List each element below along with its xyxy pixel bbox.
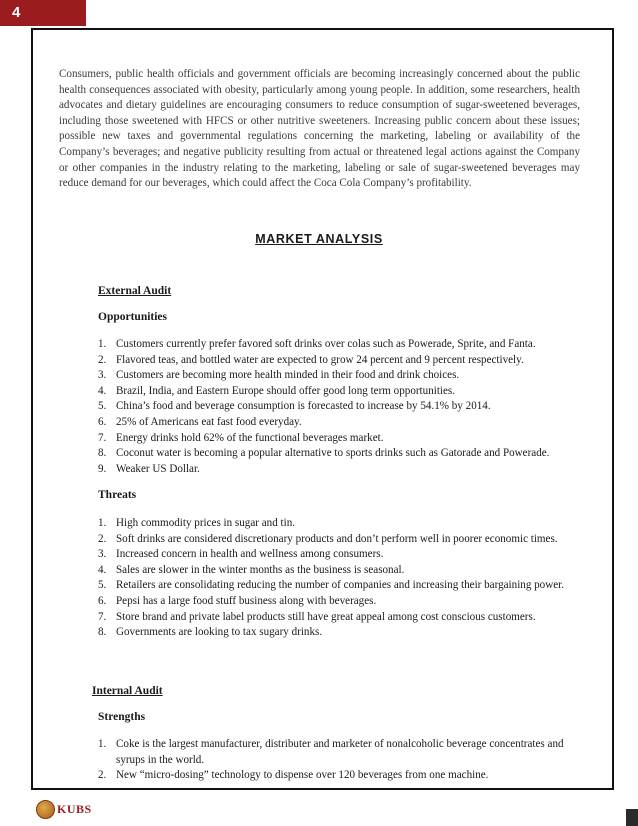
list-item-number: 4. [98,384,107,397]
list-item-number: 9. [98,462,107,475]
list-item-number: 2. [98,532,107,545]
list-item-number: 3. [98,548,107,561]
section-title: MARKET ANALYSIS [255,232,383,246]
list-item [98,532,580,548]
list-item-text: Increased concern in health and wellness among consumers. [116,548,384,561]
list-item [98,384,580,400]
list-item [98,446,580,462]
list-item [98,610,580,626]
list-item-text: 25% of Americans eat fast food everyday. [116,415,302,428]
list-item-text: Energy drinks hold 62% of the functional beverages market. [116,431,384,444]
threats-list [98,516,580,641]
list-item [98,399,580,415]
list-item [98,563,580,579]
page-number-tab [0,0,86,26]
page-corner-marker [626,809,638,826]
list-item-text: Flavored teas, and bottled water are expected to grow 24 percent and 9 percent respectively. [116,353,524,366]
threats-heading: Threats [98,489,137,501]
list-item-text: China’s food and beverage consumption is forecasted to increase by 54.1% by 2014. [116,400,491,413]
list-item-text: Customers are becoming more health minded in their food and drink choices. [116,369,460,382]
list-item [98,415,580,431]
kubs-emblem-icon [36,800,55,819]
list-item-number: 5. [98,579,107,592]
kubs-logo-text: KUBS [57,801,92,816]
list-item-text: New “micro-dosing” technology to dispense over 120 beverages from one machine. [116,769,489,782]
list-item-text: Coke is the largest manufacturer, distributer and marketer of nonalcoholic beverage concentrates and syrups in the world. [116,738,564,766]
list-item-number: 1. [98,517,107,529]
opportunities-list [98,337,580,477]
list-item [98,337,580,353]
list-item [98,594,580,610]
list-item-text: Soft drinks are considered discretionary products and don’t perform well in poorer economic times. [116,532,558,545]
list-item-number: 1. [98,338,107,350]
list-item-number: 1. [98,738,107,750]
list-item [98,431,580,447]
list-item [98,547,580,563]
list-item [98,516,580,532]
list-item [98,368,580,384]
list-item-number: 6. [98,415,107,428]
page-number: 4 [12,4,21,21]
list-item-text: Weaker US Dollar. [116,462,200,475]
list-item-text: Coconut water is becoming a popular alternative to sports drinks such as Gatorade and Powerade. [116,447,550,460]
list-item-text: Store brand and private label products still have great appeal among cost conscious customers. [116,610,536,623]
intro-paragraph: Consumers, public health officials and government officials are becoming increasingly concerned about the public health consequences associated with obesity, particularly among young people. In addition, some researchers, health advocates and dietary guidelines are encouraging consumers to reduce consumption of sugar-sweetened beverages, including those sweetened with HFCS or other nutritive sweeteners. Increasing public concern about these issues; possible new taxes and governmental regulations concerning the marketing, labeling or availability of the Company’s beverages; and negative publicity resulting from actual or threatened legal actions against the Company or other companies in the industry relating to the marketing, labeling or sale of sugar-sweetened beverages may reduce demand for our beverages, which could affect the Coca Cola Company’s profitability. [59,68,580,190]
strengths-heading: Strengths [98,711,146,723]
list-item-number: 2. [98,769,107,782]
list-item-number: 6. [98,594,107,607]
list-item [98,578,580,594]
list-item [98,353,580,369]
external-audit-heading: External Audit [98,285,172,297]
list-item-text: Governments are looking to tax sugary drinks. [116,626,323,639]
list-item-number: 4. [98,563,107,576]
list-item [98,462,580,478]
kubs-logo [36,800,92,818]
list-item-text: Pepsi has a large food stuff business along with beverages. [116,594,377,607]
internal-audit-heading: Internal Audit [92,685,163,697]
list-item-text: High commodity prices in sugar and tin. [116,517,296,529]
opportunities-heading: Opportunities [98,311,168,323]
list-item-number: 2. [98,353,107,366]
list-item-number: 5. [98,400,107,413]
list-item [98,768,580,784]
list-item-number: 8. [98,626,107,639]
list-item-text: Customers currently prefer favored soft drinks over colas such as Powerade, Sprite, and Fanta. [116,338,536,350]
list-item-text: Sales are slower in the winter months as the business is seasonal. [116,563,405,576]
list-item [98,625,580,641]
list-item-number: 7. [98,431,107,444]
list-item-text: Brazil, India, and Eastern Europe should offer good long term opportunities. [116,384,455,397]
list-item [98,737,580,768]
list-item-number: 3. [98,369,107,382]
list-item-text: Retailers are consolidating reducing the number of companies and increasing their bargaining power. [116,579,565,592]
list-item-number: 7. [98,610,107,623]
strengths-list [98,737,580,784]
list-item-number: 8. [98,447,107,460]
